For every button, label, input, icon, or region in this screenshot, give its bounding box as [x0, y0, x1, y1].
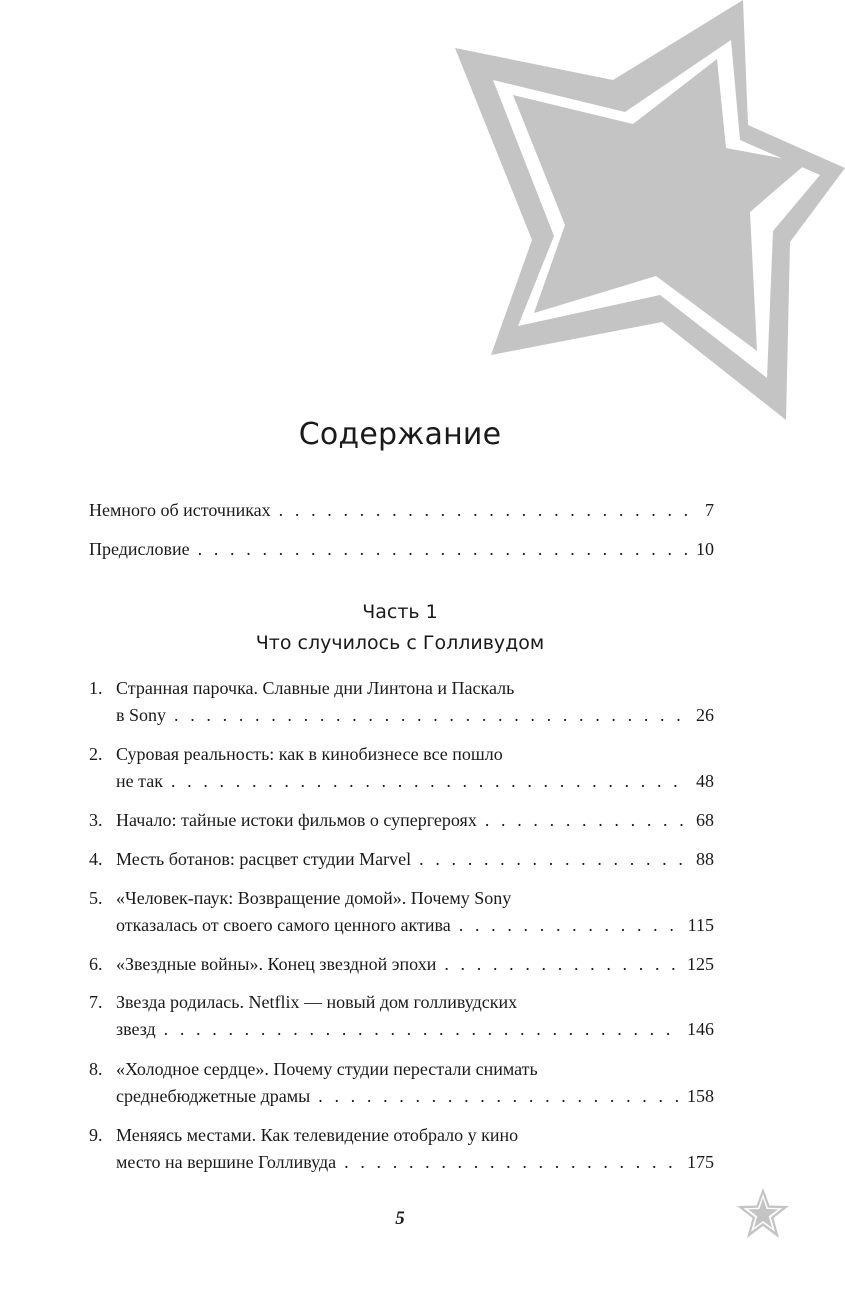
toc-chapter-3[interactable]: [89, 807, 714, 834]
toc-chapter-2[interactable]: [89, 741, 714, 795]
toc-page-number: 48: [696, 771, 714, 791]
toc-page-number: 68: [696, 810, 714, 830]
toc-page-number: 10: [696, 539, 714, 559]
star-decoration-icon: [455, 0, 845, 420]
chapter-number: 5.: [89, 888, 103, 908]
page-number: 5: [395, 1208, 405, 1229]
toc-chapter-4[interactable]: [89, 846, 714, 873]
chapter-number: 8.: [89, 1059, 103, 1079]
dot-leader: [164, 1016, 681, 1043]
chapter-title-line-1: Месть ботанов: расцвет студии Marvel: [116, 849, 412, 869]
toc-page-number: 88: [696, 849, 714, 869]
page-title: Содержание: [298, 417, 502, 452]
chapter-title-line-1: Странная парочка. Славные дни Линтона и Паскаль: [116, 678, 515, 698]
dot-leader: [444, 951, 681, 978]
chapter-title-line-1: «Человек-паук: Возвращение домой». Почему Sony: [116, 888, 512, 908]
toc-entry-preface[interactable]: [89, 536, 714, 563]
chapter-title-line-1: Суровая реальность: как в кинобизнесе все пошло: [116, 744, 503, 764]
chapter-title-line-1: «Звездные войны». Конец звездной эпохи: [116, 954, 437, 974]
chapter-number: 1.: [89, 678, 103, 698]
toc-entry-sources[interactable]: [89, 497, 714, 524]
dot-leader: [459, 912, 682, 939]
chapter-title-line-2: не так: [116, 771, 163, 791]
toc-chapter-1[interactable]: [89, 675, 714, 729]
chapter-title-line-2: место на вершине Голливуда: [116, 1152, 337, 1172]
toc-chapter-9[interactable]: [89, 1122, 714, 1176]
toc-chapter-7[interactable]: [89, 989, 714, 1043]
toc-chapter-8[interactable]: [89, 1056, 714, 1110]
part-label: Часть 1: [362, 601, 438, 623]
toc-page-number: 158: [687, 1086, 714, 1106]
part-subtitle: Что случилось с Голливудом: [255, 632, 545, 654]
dot-leader: [198, 536, 688, 563]
chapter-title-line-2: звезд: [116, 1019, 156, 1039]
chapter-number: 9.: [89, 1125, 103, 1145]
dot-leader: [485, 807, 688, 834]
dot-leader: [171, 768, 688, 795]
chapter-number: 6.: [89, 954, 103, 974]
dot-leader: [419, 846, 688, 873]
dot-leader: [318, 1083, 681, 1110]
toc-page-number: 26: [696, 705, 714, 725]
chapter-title-line-1: Меняясь местами. Как телевидение отобрало у кино: [116, 1125, 519, 1145]
dot-leader: [344, 1149, 681, 1176]
toc-page-number: 146: [687, 1019, 714, 1039]
toc-entry-text: Немного об источниках: [89, 500, 271, 520]
chapter-title-line-2: среднебюджетные драмы: [116, 1086, 311, 1106]
chapter-title-line-1: Звезда родилась. Netflix — новый дом голливудских: [116, 992, 518, 1012]
toc-entry-text: Предисловие: [89, 539, 190, 559]
chapter-number: 3.: [89, 810, 103, 830]
chapter-number: 2.: [89, 744, 103, 764]
part-heading: [0, 597, 800, 659]
dot-leader: [174, 702, 688, 729]
toc-chapter-6[interactable]: [89, 951, 714, 978]
chapter-title-line-2: отказалась от своего самого ценного актива: [116, 915, 451, 935]
toc-chapter-5[interactable]: [89, 885, 714, 939]
chapter-number: 7.: [89, 992, 103, 1012]
small-star-icon: [737, 1188, 789, 1238]
chapter-title-line-1: «Холодное сердце». Почему студии перестали снимать: [116, 1059, 538, 1079]
toc-page-number: 175: [687, 1152, 714, 1172]
toc-page-number: 125: [687, 954, 714, 974]
chapter-number: 4.: [89, 849, 103, 869]
dot-leader: [279, 497, 688, 524]
chapter-title-line-1: Начало: тайные истоки фильмов о супергероях: [116, 810, 477, 830]
chapter-title-line-2: в Sony: [116, 705, 167, 725]
toc-page-number: 115: [687, 915, 714, 935]
toc-page-number: 7: [705, 500, 714, 520]
